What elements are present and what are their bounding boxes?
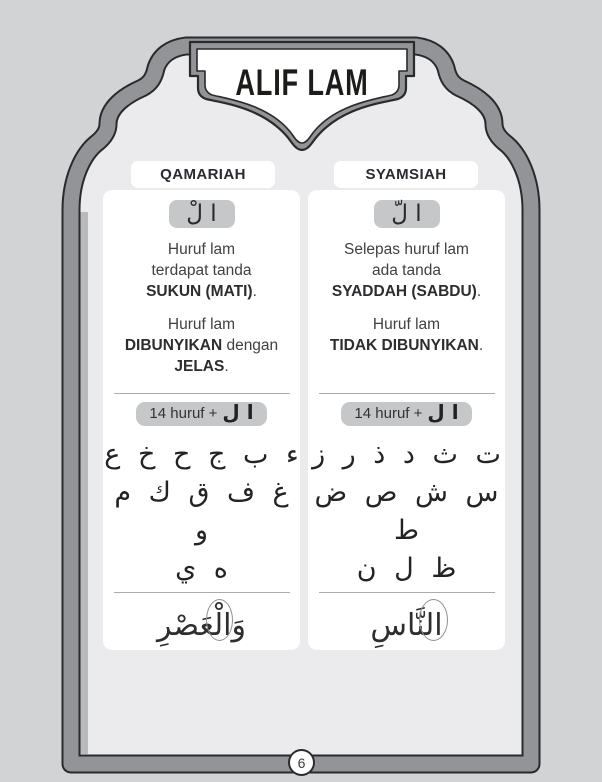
page-title: ALIF LAM bbox=[235, 62, 369, 104]
desc-line: ada tanda bbox=[372, 261, 441, 279]
page-number: 6 bbox=[297, 754, 306, 771]
count-badge-arabic: ا ل bbox=[427, 400, 459, 425]
desc-line: terdapat tanda bbox=[151, 261, 252, 279]
card-qamariah bbox=[103, 190, 300, 650]
desc-line: dengan bbox=[222, 336, 279, 354]
arabic-word: النَّاسِ bbox=[370, 607, 443, 643]
desc-bold: SYADDAH (SABDU) bbox=[331, 282, 477, 300]
divider bbox=[114, 592, 290, 593]
syamsiah-count-badge bbox=[341, 402, 471, 426]
qamariah-letters bbox=[103, 436, 300, 588]
letters-row: ء ب ج ح خ ع bbox=[104, 438, 299, 470]
syamsiah-description-1 bbox=[332, 239, 481, 302]
qamariah-example-word bbox=[157, 603, 246, 648]
card-syamsiah bbox=[308, 190, 505, 650]
syamsiah-description-2 bbox=[330, 314, 483, 377]
alif-lam-syaddah-text: ا لّ bbox=[391, 201, 422, 228]
letters-row: ه ي bbox=[175, 552, 228, 584]
divider bbox=[114, 393, 290, 394]
count-badge-label: 14 huruf + bbox=[149, 405, 218, 423]
tab-syamsiah-label: SYAMSIAH bbox=[365, 166, 447, 183]
qamariah-count-badge bbox=[136, 402, 266, 426]
count-badge-label: 14 huruf + bbox=[354, 405, 423, 423]
letters-row: ظ ل ن bbox=[356, 552, 457, 584]
qamariah-description-2 bbox=[125, 314, 278, 377]
syamsiah-example bbox=[308, 601, 505, 650]
alif-lam-sukun-badge bbox=[169, 200, 235, 228]
desc-bold: TIDAK DIBUNYIKAN bbox=[329, 336, 479, 354]
desc-tail: . bbox=[478, 336, 484, 354]
desc-line: Huruf lam bbox=[167, 315, 236, 333]
desc-bold: JELAS bbox=[174, 357, 225, 375]
inner-shadow-strip bbox=[81, 212, 89, 754]
syamsiah-letters bbox=[308, 436, 505, 588]
alif-lam-highlight-circle bbox=[419, 599, 448, 641]
divider bbox=[319, 592, 495, 593]
letters-row: ت ث د ذ ر ز bbox=[312, 438, 501, 470]
letters-row: س ش ص ض ط bbox=[314, 476, 499, 546]
desc-line: Selepas huruf lam bbox=[344, 240, 469, 258]
desc-line: Huruf lam bbox=[372, 315, 441, 333]
desc-line: Huruf lam bbox=[167, 240, 236, 258]
qamariah-description-1 bbox=[146, 239, 257, 302]
alif-lam-syaddah-badge bbox=[374, 200, 440, 228]
page-number-badge bbox=[288, 749, 315, 776]
tab-syamsiah bbox=[334, 161, 478, 188]
desc-tail: . bbox=[252, 282, 257, 300]
letters-row: غ ف ق ك م و bbox=[114, 476, 289, 546]
desc-tail: . bbox=[476, 282, 482, 300]
tab-qamariah-label: QAMARIAH bbox=[160, 166, 246, 183]
count-badge-arabic: ا ل bbox=[222, 400, 254, 425]
syamsiah-example-word bbox=[370, 603, 442, 648]
desc-tail: . bbox=[224, 357, 229, 375]
arabic-word: وَالْعَصْرِ bbox=[156, 607, 246, 643]
qamariah-example bbox=[103, 601, 300, 650]
tab-qamariah bbox=[131, 161, 275, 188]
divider bbox=[319, 393, 495, 394]
alif-lam-sukun-text: ا لْ bbox=[186, 201, 217, 228]
desc-bold: SUKUN (MATI) bbox=[146, 282, 253, 300]
alif-lam-highlight-circle bbox=[206, 599, 233, 641]
desc-bold: DIBUNYIKAN bbox=[124, 336, 223, 354]
